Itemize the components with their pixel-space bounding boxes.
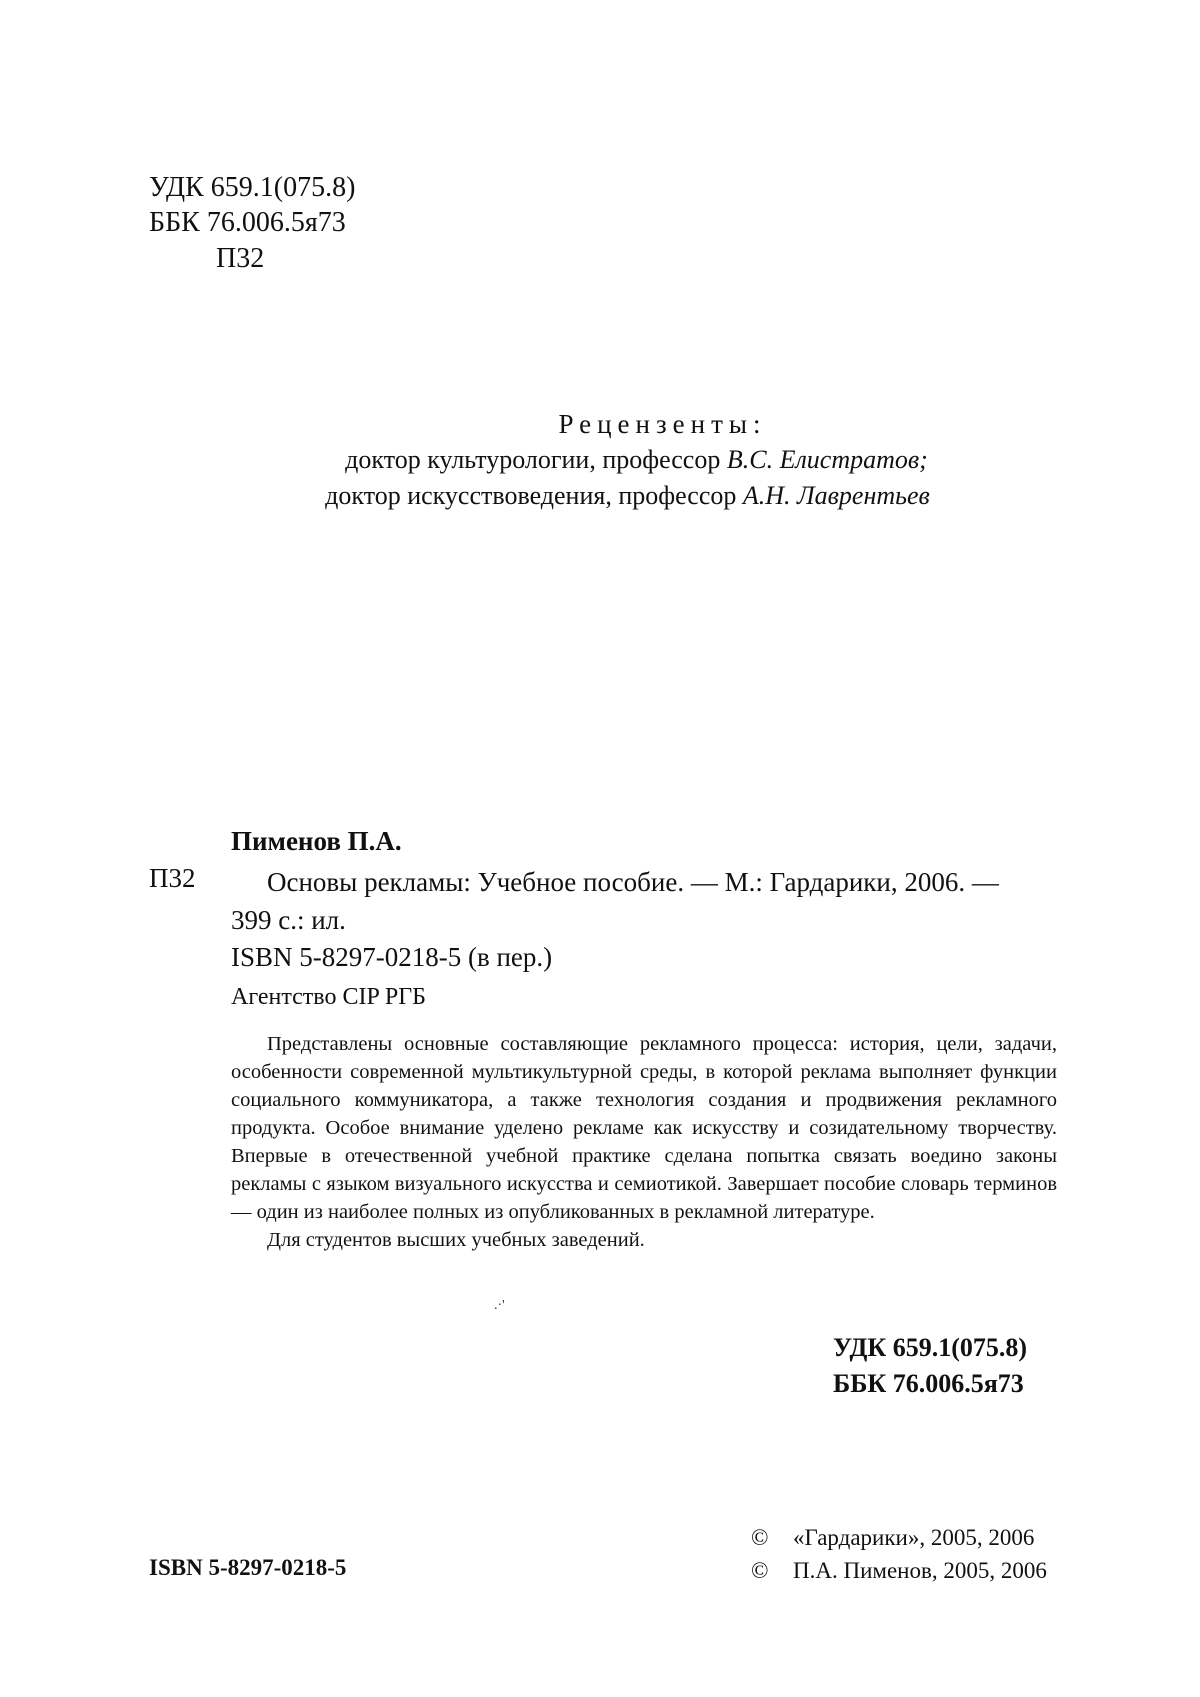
copyright-author bbox=[751, 1558, 1047, 1584]
top-bbk-code: ББК 76.006.5я73 bbox=[149, 207, 346, 238]
copyright-publisher-text: «Гардарики», 2005, 2006 bbox=[793, 1525, 1035, 1550]
card-isbn: ISBN 5-8297-0218-5 (в пер.) bbox=[231, 942, 553, 972]
copyright-icon: © bbox=[751, 1558, 769, 1583]
bottom-bbk-code: ББК 76.006.5я73 bbox=[833, 1369, 1024, 1398]
cip-agency: Агентство CIP РГБ bbox=[231, 984, 426, 1010]
reviewer-2 bbox=[55, 478, 1200, 514]
copyright-publisher bbox=[751, 1525, 1034, 1551]
stray-mark: .·' bbox=[494, 1298, 505, 1313]
top-author-code: П32 bbox=[216, 243, 265, 274]
annotation bbox=[231, 1030, 1057, 1254]
top-udk-code: УДК 659.1(075.8) bbox=[149, 172, 356, 203]
reviewer-1-name: В.С. Елистратов; bbox=[726, 445, 928, 474]
copyright-icon: © bbox=[751, 1525, 769, 1550]
footer-isbn: ISBN 5-8297-0218-5 bbox=[149, 1555, 347, 1580]
biblio-line-1: Основы рекламы: Учебное пособие. — М.: Гардарики, 2006. — bbox=[267, 867, 999, 897]
copyright-author-text: П.А. Пименов, 2005, 2006 bbox=[793, 1558, 1047, 1583]
reviewers-block bbox=[0, 406, 1200, 514]
reviewer-2-name: А.Н. Лаврентьев bbox=[742, 481, 930, 510]
card-author-code: П32 bbox=[149, 863, 196, 893]
reviewer-2-title: доктор искусствоведения, профессор bbox=[325, 481, 743, 510]
reviewers-heading: Рецензенты: bbox=[558, 409, 767, 439]
reviewer-1 bbox=[73, 442, 1200, 478]
reviewer-1-title: доктор культурологии, профессор bbox=[345, 445, 727, 474]
card-author: Пименов П.А. bbox=[231, 826, 402, 856]
annotation-text: Представлены основные составляющие рекламного процесса: история, цели, задачи, особенности современной мультикультурной среды, в которой реклама выполняет функции социального коммуникатора, а также технология создания и продвижения рекламного продукта. Особое внимание уделено рекламе как искусству и созидательному творчеству. Впервые в отечественной учебной практике сделана попытка связать воедино законы рекламы с языком визуального искусства и семиотикой. Завершает пособие словарь терминов — один из наиболее полных из опубликованных в рекламной литературе. bbox=[231, 1033, 1057, 1223]
bottom-udk-code: УДК 659.1(075.8) bbox=[833, 1333, 1028, 1362]
biblio-line-2: 399 с.: ил. bbox=[231, 905, 346, 935]
bibliographic-description bbox=[231, 863, 1061, 939]
annotation-audience: Для студентов высших учебных заведений. bbox=[267, 1229, 645, 1251]
